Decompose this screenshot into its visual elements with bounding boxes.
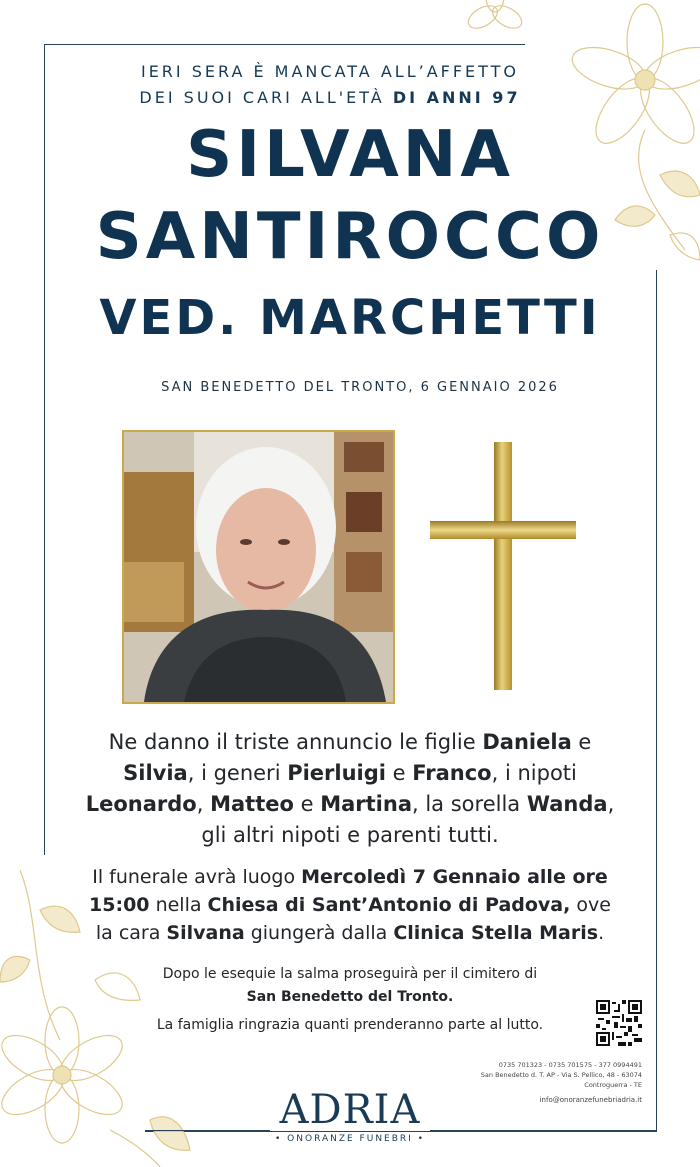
brand-name: ADRIA bbox=[279, 1087, 421, 1133]
announcement-text: Ne danno il triste annuncio le figlie Daniela e Silvia, i generi Pierluigi e Franco, i nipoti Leonardo, Matteo e Martina, la sorella Wanda, gli altri nipoti e parenti tutti. bbox=[85, 730, 615, 847]
portrait-photo bbox=[122, 430, 395, 704]
lead-line-1: IERI SERA È MANCATA ALL’AFFETTO bbox=[140, 62, 520, 81]
lead-line-2: DEI SUOI CARI ALL'ETÀ DI ANNI 97 bbox=[139, 88, 521, 107]
contact-info bbox=[440, 1060, 642, 1090]
place-and-date: SAN BENEDETTO DEL TRONTO, 6 GENNAIO 2026 bbox=[161, 380, 559, 395]
brand-divider-right bbox=[430, 1130, 657, 1131]
deceased-last-name: SANTIROCCO bbox=[95, 200, 605, 274]
brand-logo bbox=[250, 1088, 450, 1144]
portrait-illustration bbox=[124, 432, 393, 702]
burial-note: Dopo le esequie la salma proseguirà per il cimitero di San Benedetto del Tronto. bbox=[162, 966, 538, 1005]
deceased-widow-of: VED. MARCHETTI bbox=[99, 290, 601, 346]
contact-phones: 0735 701323 - 0735 701575 - 377 0994491 bbox=[498, 1061, 642, 1069]
deceased-first-name: SILVANA bbox=[186, 118, 514, 192]
contact-address: San Benedetto d. T. AP - Via S. Pellico, 48 - 63074 bbox=[480, 1071, 642, 1079]
contact-city: Controguerra - TE bbox=[584, 1081, 642, 1089]
brand-subtitle: • ONORANZE FUNEBRI • bbox=[275, 1134, 425, 1144]
funeral-details: Il funerale avrà luogo Mercoledì 7 Gennaio alle ore 15:00 nella Chiesa di Sant’Antonio di Padova, ove la cara Silvana giungerà dalla Clinica Stella Maris. bbox=[89, 866, 611, 944]
gold-cross-arm bbox=[430, 521, 576, 539]
gold-cross-icon bbox=[494, 442, 512, 690]
contact-email[interactable]: info@onoranzefunebriadria.it bbox=[539, 1096, 642, 1104]
qr-code-icon bbox=[596, 1000, 642, 1046]
thanks-note: La famiglia ringrazia quanti prenderanno parte al lutto. bbox=[156, 1017, 544, 1033]
